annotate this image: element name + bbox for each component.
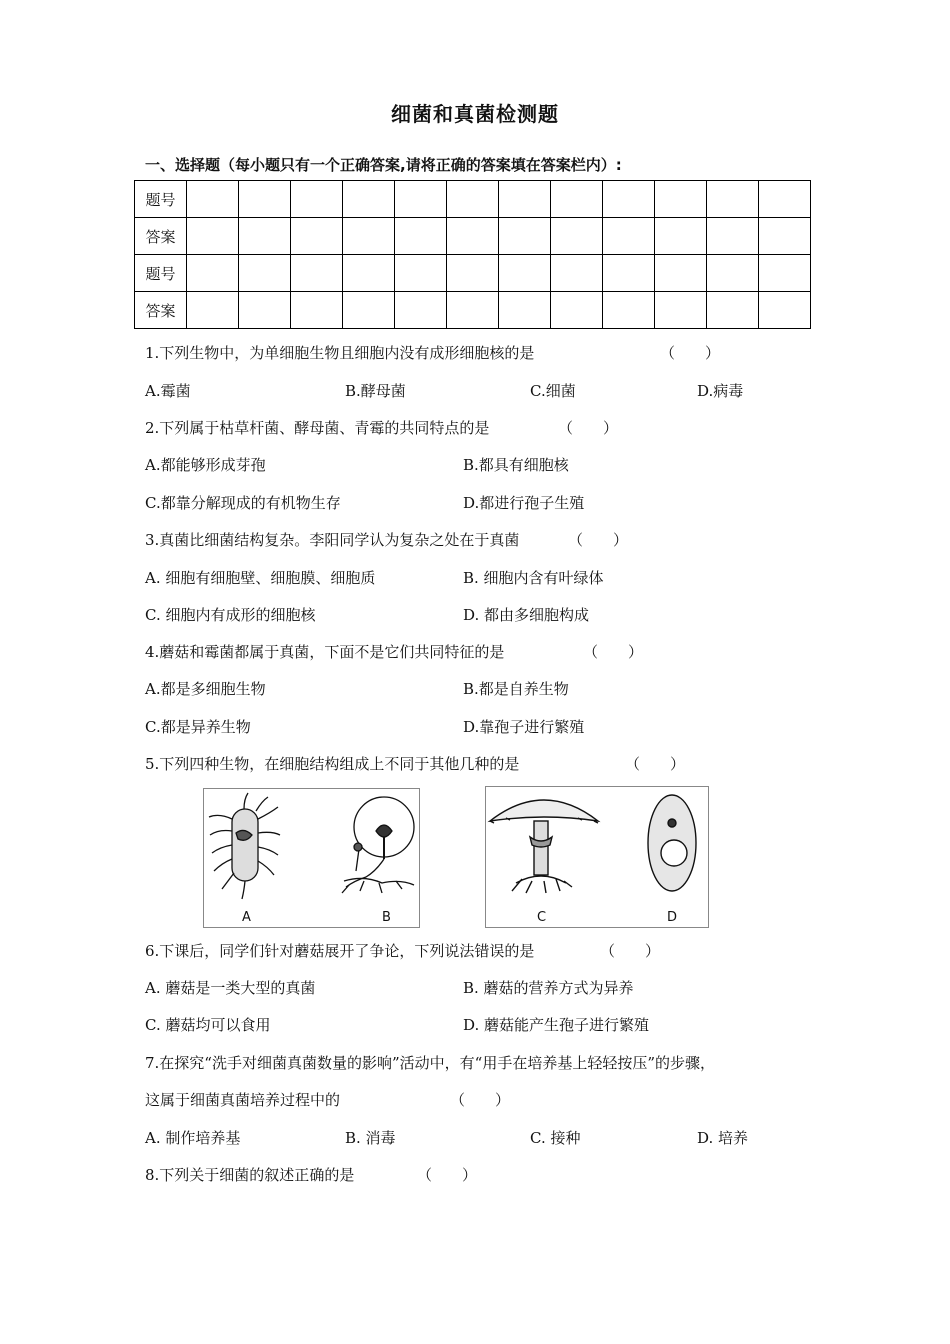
answer-table (134, 180, 811, 329)
answer-cell[interactable] (759, 255, 811, 292)
question-4-stem: 4.蘑菇和霉菌都属于真菌，下面不是它们共同特征的是 (145, 643, 505, 661)
answer-cell[interactable] (343, 181, 395, 218)
question-7-blank[interactable]: （ ） (450, 1091, 511, 1109)
question-2-blank[interactable]: （ ） (558, 419, 619, 437)
answer-cell[interactable] (707, 218, 759, 255)
answer-cell[interactable] (551, 181, 603, 218)
answer-cell[interactable] (759, 181, 811, 218)
row-label: 题号 (135, 181, 187, 218)
answer-cell[interactable] (499, 181, 551, 218)
answer-cell[interactable] (239, 218, 291, 255)
answer-cell[interactable] (707, 181, 759, 218)
question-7-stem: 7.在探究“洗手对细菌真菌数量的影响”活动中，有“用手在培养基上轻轻按压”的步骤， (145, 1054, 715, 1072)
question-6-option-c[interactable]: C. 蘑菇均可以食用 (145, 1016, 271, 1034)
question-7-option-c[interactable]: C. 接种 (530, 1129, 581, 1147)
question-1-option-b[interactable]: B.酵母菌 (345, 382, 406, 400)
question-2-stem: 2.下列属于枯草杆菌、酵母菌、青霉的共同特点的是 (145, 419, 490, 437)
answer-cell[interactable] (603, 255, 655, 292)
answer-cell[interactable] (759, 218, 811, 255)
question-3-blank[interactable]: （ ） (568, 531, 629, 549)
question-6-option-b[interactable]: B. 蘑菇的营养方式为异养 (463, 979, 634, 997)
question-2-option-b[interactable]: B.都具有细胞核 (463, 456, 569, 474)
question-4-option-c[interactable]: C.都是异养生物 (145, 718, 251, 736)
question-4-option-b[interactable]: B.都是自养生物 (463, 680, 569, 698)
question-4-option-a[interactable]: A.都是多细胞生物 (145, 680, 266, 698)
row-label: 答案 (135, 292, 187, 329)
question-7-stem-continued: 这属于细菌真菌培养过程中的 (145, 1091, 341, 1109)
section-heading: 一、选择题（每小题只有一个正确答案,请将正确的答案填在答案栏内）: (145, 156, 622, 174)
table-row (135, 292, 811, 329)
bacterium-and-mold-illustration (204, 789, 419, 927)
answer-cell[interactable] (291, 181, 343, 218)
answer-cell[interactable] (499, 255, 551, 292)
answer-cell[interactable] (187, 292, 239, 329)
table-row (135, 255, 811, 292)
question-4-option-d[interactable]: D.靠孢子进行繁殖 (463, 718, 585, 736)
table-row (135, 218, 811, 255)
answer-cell[interactable] (759, 292, 811, 329)
question-8-stem: 8.下列关于细菌的叙述正确的是 (145, 1166, 355, 1184)
figure-label-d: D (667, 910, 678, 925)
question-2-option-d[interactable]: D.都进行孢子生殖 (463, 494, 585, 512)
figure-cd-panel (485, 786, 709, 928)
question-7-option-a[interactable]: A. 制作培养基 (145, 1129, 241, 1147)
question-1-option-d[interactable]: D.病毒 (697, 382, 744, 400)
answer-cell[interactable] (343, 255, 395, 292)
answer-cell[interactable] (343, 218, 395, 255)
question-8-blank[interactable]: （ ） (417, 1166, 478, 1184)
question-7-option-b[interactable]: B. 消毒 (345, 1129, 396, 1147)
answer-cell[interactable] (291, 255, 343, 292)
answer-cell[interactable] (447, 255, 499, 292)
question-5-stem: 5.下列四种生物，在细胞结构组成上不同于其他几种的是 (145, 755, 520, 773)
question-4-blank[interactable]: （ ） (583, 643, 644, 661)
figure-label-b: B (382, 910, 391, 925)
answer-cell[interactable] (291, 292, 343, 329)
mushroom-and-yeast-illustration (486, 787, 708, 927)
question-3-option-b[interactable]: B. 细胞内含有叶绿体 (463, 569, 604, 587)
question-3-option-c[interactable]: C. 细胞内有成形的细胞核 (145, 606, 316, 624)
answer-cell[interactable] (655, 292, 707, 329)
answer-cell[interactable] (499, 292, 551, 329)
question-6-blank[interactable]: （ ） (600, 942, 661, 960)
answer-cell[interactable] (187, 218, 239, 255)
answer-cell[interactable] (395, 181, 447, 218)
question-6-option-d[interactable]: D. 蘑菇能产生孢子进行繁殖 (463, 1016, 650, 1034)
answer-cell[interactable] (603, 292, 655, 329)
answer-cell[interactable] (239, 292, 291, 329)
question-1-blank[interactable]: （ ） (660, 344, 721, 362)
question-6-stem: 6.下课后，同学们针对蘑菇展开了争论，下列说法错误的是 (145, 942, 535, 960)
figure-label-c: C (537, 910, 547, 925)
question-3-option-a[interactable]: A. 细胞有细胞壁、细胞膜、细胞质 (145, 569, 376, 587)
answer-cell[interactable] (447, 292, 499, 329)
answer-cell[interactable] (187, 181, 239, 218)
answer-cell[interactable] (395, 218, 447, 255)
answer-cell[interactable] (291, 218, 343, 255)
answer-cell[interactable] (551, 255, 603, 292)
question-6-option-a[interactable]: A. 蘑菇是一类大型的真菌 (145, 979, 316, 997)
question-2-option-c[interactable]: C.都靠分解现成的有机物生存 (145, 494, 341, 512)
answer-cell[interactable] (655, 181, 707, 218)
page-title: 细菌和真菌检测题 (391, 102, 559, 126)
answer-cell[interactable] (343, 292, 395, 329)
question-3-stem: 3.真菌比细菌结构复杂。李阳同学认为复杂之处在于真菌 (145, 531, 520, 549)
question-5-blank[interactable]: （ ） (625, 755, 686, 773)
answer-cell[interactable] (655, 218, 707, 255)
answer-cell[interactable] (239, 255, 291, 292)
answer-cell[interactable] (603, 181, 655, 218)
answer-cell[interactable] (187, 255, 239, 292)
table-row (135, 181, 811, 218)
question-7-option-d[interactable]: D. 培养 (697, 1129, 749, 1147)
figure-label-a: A (242, 910, 251, 925)
answer-cell[interactable] (447, 181, 499, 218)
row-label: 题号 (135, 255, 187, 292)
answer-cell[interactable] (603, 218, 655, 255)
answer-cell[interactable] (551, 218, 603, 255)
answer-cell[interactable] (447, 218, 499, 255)
answer-cell[interactable] (707, 292, 759, 329)
question-1-option-a[interactable]: A.霉菌 (145, 382, 191, 400)
answer-cell[interactable] (395, 292, 447, 329)
answer-cell[interactable] (551, 292, 603, 329)
row-label: 答案 (135, 218, 187, 255)
figure-ab-panel (203, 788, 420, 928)
question-1-option-c[interactable]: C.细菌 (530, 382, 576, 400)
answer-cell[interactable] (707, 255, 759, 292)
answer-cell[interactable] (655, 255, 707, 292)
answer-cell[interactable] (499, 218, 551, 255)
question-2-option-a[interactable]: A.都能够形成芽孢 (145, 456, 266, 474)
question-3-option-d[interactable]: D. 都由多细胞构成 (463, 606, 590, 624)
question-1-stem: 1.下列生物中，为单细胞生物且细胞内没有成形细胞核的是 (145, 344, 535, 362)
answer-cell[interactable] (239, 181, 291, 218)
answer-cell[interactable] (395, 255, 447, 292)
